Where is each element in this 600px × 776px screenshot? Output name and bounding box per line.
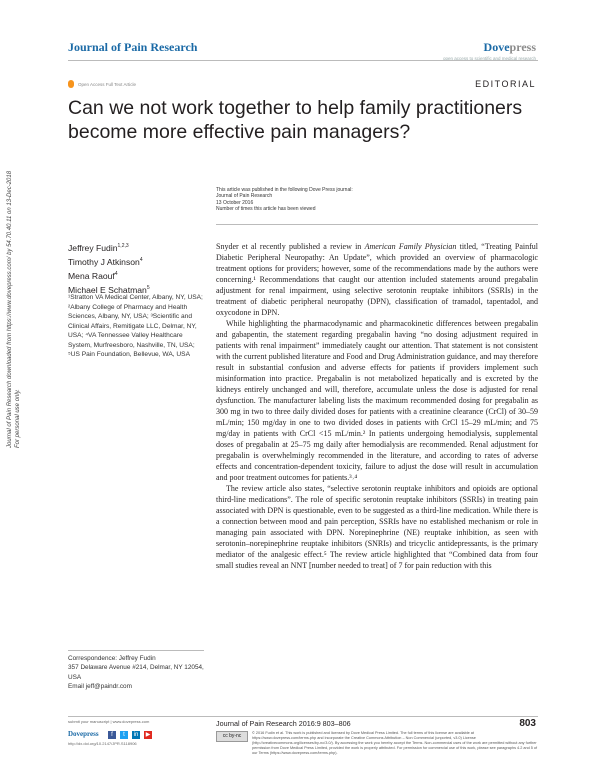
publication-info: This article was published in the following Dove Press journal: Journal of Pain Research 13 October 2016 Number of times this article has been viewed <box>216 187 353 212</box>
author-list <box>68 240 150 296</box>
section-label: EDITORIAL <box>475 79 536 89</box>
author: Timothy J Atkinson$^4$ <box>68 256 143 267</box>
article-title: Can we not work together to help family practitioners become more effective pain managers? <box>68 97 523 143</box>
open-access-label: Open Access Full Text Article <box>68 80 136 88</box>
submit-link[interactable]: submit your manuscript | www.dovepress.com <box>68 719 150 724</box>
paragraph: The review article also states, “selective serotonin reuptake inhibitors and opioids are optional third-line medications”. The role of specific serotonin reuptake inhibitors (SSRIs) in treating pain associated with DPN is questionable, even to be suggested as a third-line medication. While there is a connection between mood and pain perception, SSRIs have no established mechanism or role in managing pain associated with DPN. Norepinephrine (NE) reuptake inhibition, as seen with serotonin–norepinephrine reuptake inhibitors (SNRIs) and tricyclic antidepressants, is the primary mediator of the analgesic effect.⁵ The review article highlighted that “Combined data from four small studies reveal an NNT [number needed to treat] of 7 for pain reduction with this <box>216 484 538 570</box>
author: Michael E Schatman$^5$ <box>68 285 150 296</box>
doi-link[interactable]: http://dx.doi.org/10.2147/JPR.S118906 <box>68 741 137 746</box>
footer-divider <box>68 716 538 717</box>
correspondence-divider <box>68 650 204 651</box>
footer-publisher: Dovepress <box>68 730 99 738</box>
affiliations: ¹Stratton VA Medical Center, Albany, NY, USA; ²Albany College of Pharmacy and Health Sciences, Albany, NY, USA; ³Scientific and Clinical Affairs, Remitigate LLC, Delmar, NY, USA; ⁴VA Tennessee Valley Healthcare System, Murfreesboro, Nashville, TN, USA; ⁵US Pain Foundation, Bellevue, WA, USA <box>68 294 203 358</box>
twitter-icon[interactable]: t <box>120 731 128 739</box>
youtube-icon[interactable]: ▶ <box>145 732 151 738</box>
article-body <box>216 241 538 571</box>
footer-citation: Journal of Pain Research 2016:9 803–806 <box>216 719 351 728</box>
email-link[interactable]: Email jeff@paindr.com <box>68 682 132 690</box>
side-watermark: Journal of Pain Research downloaded from https://www.dovepress.com/ by 54.70.40.11 on 13-Dec-2018 For personal use only. <box>7 170 21 448</box>
page-number: 803 <box>519 718 536 729</box>
journal-name: Journal of Pain Research <box>68 40 198 54</box>
cc-license-icon: cc by-nc <box>216 731 248 742</box>
license-text: © 2016 Fudin et al. This work is published and licensed by Dove Medical Press Limited. The full terms of this license are available at https://www.dovepress.com/terms.php and incorporate the Creative Commons Attribution – Non Commercial (unported, v3.0) License (http://creativecommons.org/licenses/by-nc/3.0/). By accessing the work you hereby accept the Terms. Non-commercial uses of the work are permitted without any further permission from Dove Medical Press Limited, provided the work is properly attributed. For permission for commercial use of this work, please see paragraphs 4.2 and 5 of our Terms (https://www.dovepress.com/terms.php). <box>252 731 538 755</box>
paragraph: Snyder et al recently published a review in American Family Physician titled, “Treating Painful Diabetic Peripheral Neuropathy: An Update”, which provided an overview of pharmacologic treatment options for providers; however, some of the recommendations made by the authors were concerning.¹ Recommendations that caught our attention included statements around pregabalin adjustment for renal impairment, using selective serotonin reuptake inhibitors (SSRIs) in the treatment of diabetic peripheral neuropathy (DPN), classification of tramadol, tapentadol, and oxycodone in DPN. <box>216 242 539 317</box>
facebook-icon[interactable]: f <box>108 731 116 739</box>
license-block <box>216 731 538 756</box>
open-access-icon <box>68 80 74 88</box>
author: Jeffrey Fudin$^{1,2,3}$ <box>68 242 129 253</box>
author: Mena Raouf$^4$ <box>68 270 118 281</box>
publisher-logo: Dovepress <box>483 40 536 54</box>
correspondence: Correspondence: Jeffrey Fudin 357 Delaware Avenue #214, Delmar, NY 12054, USA Email jeff@paindr.com <box>68 655 204 690</box>
social-links <box>108 731 152 739</box>
pubinfo-divider <box>216 224 538 225</box>
header-divider <box>68 60 538 61</box>
publisher-tagline: open access to scientific and medical research <box>442 56 536 61</box>
paragraph: While highlighting the pharmacodynamic and pharmacokinetic differences between pregabalin and gabapentin, the statement regarding pregabalin having “no dosing adjustment required in patients with renal impairment” immediately caught our attention. That statement is not consistent with the current published literature and Food and Drug Administration guidance, and may therefore result in substantial confusion and adverse effects for patients if providers implement such misinformation into practice. Pregabalin is not metabolized hepatically and is excreted by the kidneys entirely unchanged and will, therefore, accumulate unless the dose is adjusted for renal dysfunction. The manufacturer labeling lists the maximum recommended dosing for pregabalin as 300 mg in two to three daily divided doses for patients with a creatinine clearance (CrCl) of 30–59 mL/min; 150 mg/day in one to two divided doses in patients with CrCl 15–29 mL/min; and 75 mg/day in patients with CrCl <15 mL/min.² In patients undergoing hemodialysis, supplemental doses of pregabalin at 25–75 mg daily after hemodialysis are recommended. Renal adjustment for pregabalin is overwhelmingly recommended in the literature, and according to rates of adverse effects and concentration-dependent toxicity, failure to adjust the dose will result in accumulation and poor treatment outcomes for patients.³˒⁴ <box>216 319 538 482</box>
linkedin-icon[interactable]: in <box>133 732 139 738</box>
